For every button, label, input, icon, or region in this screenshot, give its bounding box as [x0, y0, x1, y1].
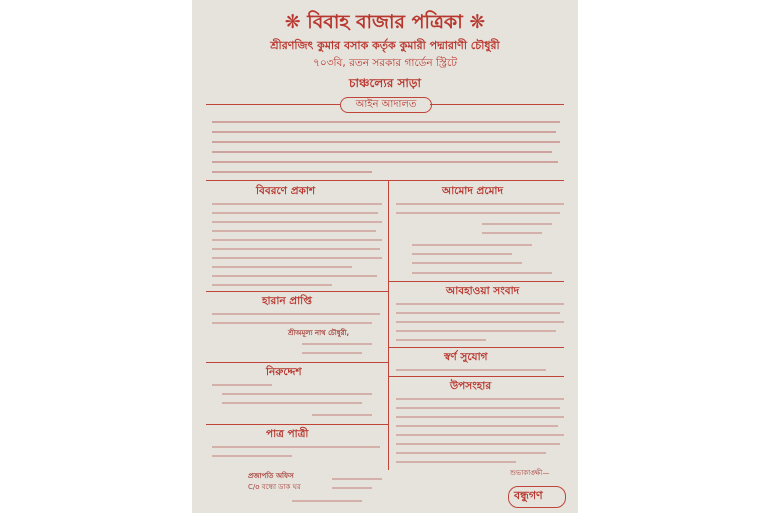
text-line: [212, 212, 378, 214]
text-line: [212, 131, 556, 133]
newspaper-subtitle: শ্রীরণজিৎ কুমার বসাক কর্তৃক কুমারী পদ্মারাণী চৌধুরী: [270, 39, 500, 52]
bandhugan-signature: বন্ধুগণ: [514, 489, 543, 502]
text-line: [212, 266, 352, 268]
text-line: [212, 161, 558, 163]
text-line: [396, 203, 564, 205]
section-rule: [206, 424, 388, 425]
text-line: [396, 303, 564, 305]
text-line: [396, 212, 560, 214]
text-line: [396, 312, 560, 314]
newspaper-tagline: চাঞ্চল্যের সাড়া: [349, 76, 421, 90]
text-line: [396, 321, 564, 323]
section-rule: [206, 362, 388, 363]
text-line: [396, 339, 486, 341]
haran-signature: শ্রীঅমূল্য নাথ চৌধুরী,: [288, 329, 350, 337]
prajapati-office: প্রজাপতি অফিস: [248, 472, 294, 480]
column-rule: [388, 180, 389, 470]
section-rule: [388, 281, 564, 282]
text-line: [212, 257, 382, 259]
text-line: [412, 262, 522, 264]
heading-upasanghar: উপসংহার: [450, 380, 492, 392]
text-line: [222, 402, 362, 404]
text-line: [482, 223, 552, 225]
newspaper-title: ❋ বিবাহ বাজার পত্রিকা ❋: [284, 11, 486, 33]
text-line: [212, 275, 377, 277]
text-line: [396, 434, 564, 436]
text-line: [396, 330, 556, 332]
divider: [430, 104, 564, 105]
text-line: [222, 393, 372, 395]
section-rule: [206, 291, 388, 292]
section-rule: [206, 180, 564, 181]
section-rule: [388, 347, 564, 348]
text-line: [212, 151, 552, 153]
text-line: [292, 500, 362, 502]
text-line: [212, 221, 382, 223]
well-wishers-label: শুভাকাঙ্ক্ষী—: [510, 469, 550, 477]
text-line: [396, 398, 564, 400]
heading-haran: হারান প্রাপ্তি: [262, 295, 312, 307]
text-line: [212, 446, 380, 448]
text-line: [212, 203, 382, 205]
text-line: [332, 478, 382, 480]
heading-patra: পাত্র পাত্রী: [266, 428, 309, 440]
text-line: [212, 171, 372, 173]
text-line: [212, 313, 380, 315]
section-rule: [388, 376, 564, 377]
text-line: [302, 352, 362, 354]
text-line: [212, 322, 372, 324]
text-line: [332, 487, 372, 489]
text-line: [396, 461, 516, 463]
divider: [206, 104, 340, 105]
text-line: [412, 244, 532, 246]
newspaper-address: ৭০৩বি, রতন সরকার গার্ডেন স্ট্রিটে: [313, 57, 457, 69]
heading-suborno: স্বর্ণ সুযোগ: [444, 351, 488, 363]
text-line: [312, 414, 372, 416]
text-line: [396, 369, 546, 371]
text-line: [212, 455, 292, 457]
text-line: [212, 121, 560, 123]
text-line: [396, 425, 558, 427]
text-line: [396, 407, 560, 409]
text-line: [412, 272, 552, 274]
text-line: [482, 232, 542, 234]
law-banner: আইন আদালত: [340, 97, 432, 113]
heading-bibaran: বিবরণে প্রকাশ: [256, 185, 316, 197]
text-line: [396, 443, 560, 445]
text-line: [212, 384, 272, 386]
heading-abohawa: আবহাওয়া সংবাদ: [446, 285, 520, 297]
text-line: [412, 253, 512, 255]
wedding-newspaper-card: [192, 0, 578, 513]
text-line: [212, 248, 380, 250]
text-line: [212, 141, 560, 143]
heading-nikhonj: নিরুদ্দেশ: [266, 366, 302, 378]
text-line: [396, 416, 564, 418]
prajapati-address: C/o বন্ধো ডাক ঘর: [248, 483, 301, 491]
text-line: [212, 284, 332, 286]
text-line: [212, 239, 382, 241]
text-line: [396, 452, 546, 454]
heading-amod: আমোদ প্রমোদ: [442, 185, 503, 197]
text-line: [302, 343, 372, 345]
text-line: [212, 230, 376, 232]
